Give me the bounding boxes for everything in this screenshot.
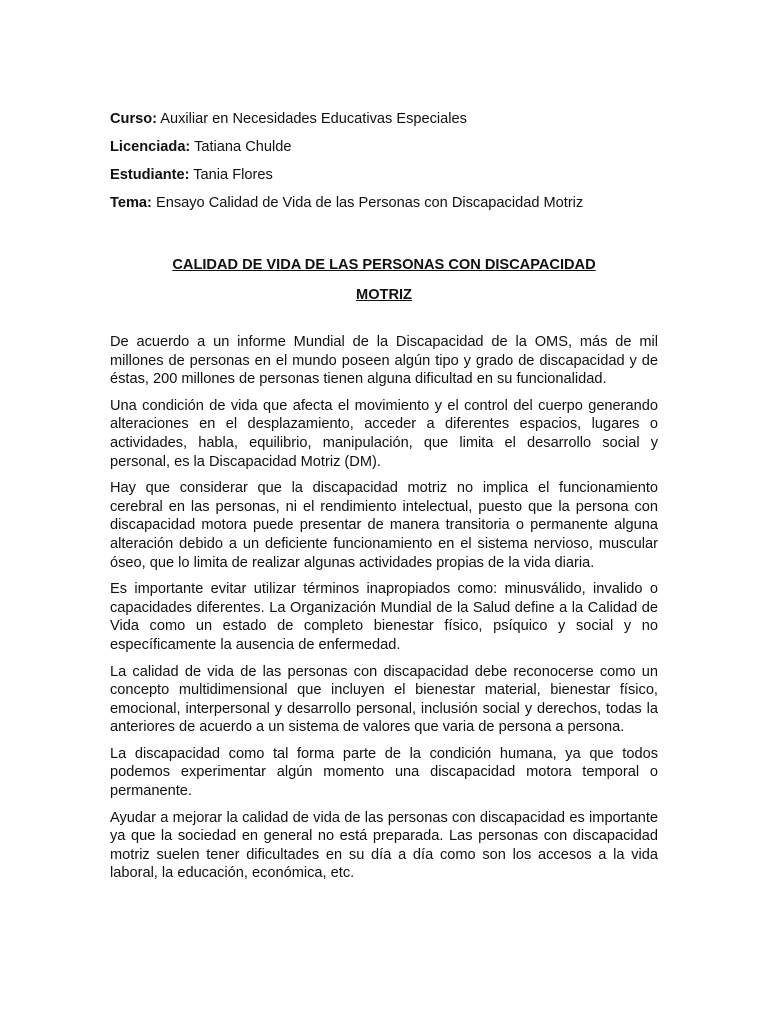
paragraph-2: Una condición de vida que afecta el movimiento y el control del cuerpo generando alteraciones en el desplazamiento, acceder a diferentes espacios, lugares o actividades, habla, equilibrio, manipulación, que limita el desarrollo social y personal, es la Discapacidad Motriz (DM). [110,397,658,470]
document-header-info [110,110,658,222]
paragraph-4: Es importante evitar utilizar términos inapropiados como: minusválido, invalido o capacidades diferentes. La Organización Mundial de la Salud define a la Calidad de Vida como un estado de completo bienestar físico, psíquico y social y no específicamente la ausencia de enfermedad. [110,581,658,653]
estudiante-line [110,166,658,185]
essay-title [110,250,658,310]
paragraph-7: Ayudar a mejorar la calidad de vida de las personas con discapacidad es importante ya que la sociedad en general no está preparada. Las personas con discapacidad motriz suelen tener dificultades en su día a día como son los accesos a la vida laboral, la educación, económica, etc. [110,809,658,882]
essay-title-line-2: MOTRIZ [356,287,412,303]
curso-value: Auxiliar en Necesidades Educativas Especiales [160,111,467,127]
paragraph-5: La calidad de vida de las personas con discapacidad debe reconocerse como un concepto multidimensional que incluyen el bienestar material, bienestar físico, emocional, interpersonal y desarrollo personal, inclusión social y derechos, todas la anteriores de acuerdo a un sistema de valores que varia de persona a persona. [110,663,658,736]
tema-value: Ensayo Calidad de Vida de las Personas con Discapacidad Motriz [155,195,584,211]
curso-label: Curso: [110,111,158,127]
licenciada-label: Licenciada: [110,139,191,155]
licenciada-line [110,138,658,157]
licenciada-value: Tatiana Chulde [194,139,292,155]
document-page [110,0,658,1024]
estudiante-value: Tania Flores [193,167,273,183]
estudiante-label: Estudiante: [110,167,190,183]
essay-body [110,333,658,891]
paragraph-6: La discapacidad como tal forma parte de la condición humana, ya que todos podemos experimentar algún momento una discapacidad motora temporal o permanente. [110,745,658,800]
curso-line [110,110,658,129]
tema-label: Tema: [110,195,152,211]
essay-title-line-1: CALIDAD DE VIDA DE LAS PERSONAS CON DISCAPACIDAD [172,257,596,273]
paragraph-3: Hay que considerar que la discapacidad motriz no implica el funcionamiento cerebral en las personas, ni el rendimiento intelectual, puesto que la persona con discapacidad motora puede presentar de manera transitoria o permanente alguna alteración debido a un deficiente funcionamiento en el sistema nervioso, muscular óseo, que lo limita de realizar algunas actividades propias de la vida diaria. [110,480,658,571]
paragraph-1: De acuerdo a un informe Mundial de la Discapacidad de la OMS, más de mil millones de personas en el mundo poseen algún tipo y grado de discapacidad y de éstas, 200 millones de personas tienen alguna dificultad en su funcionalidad. [110,334,658,388]
tema-line [110,194,658,213]
